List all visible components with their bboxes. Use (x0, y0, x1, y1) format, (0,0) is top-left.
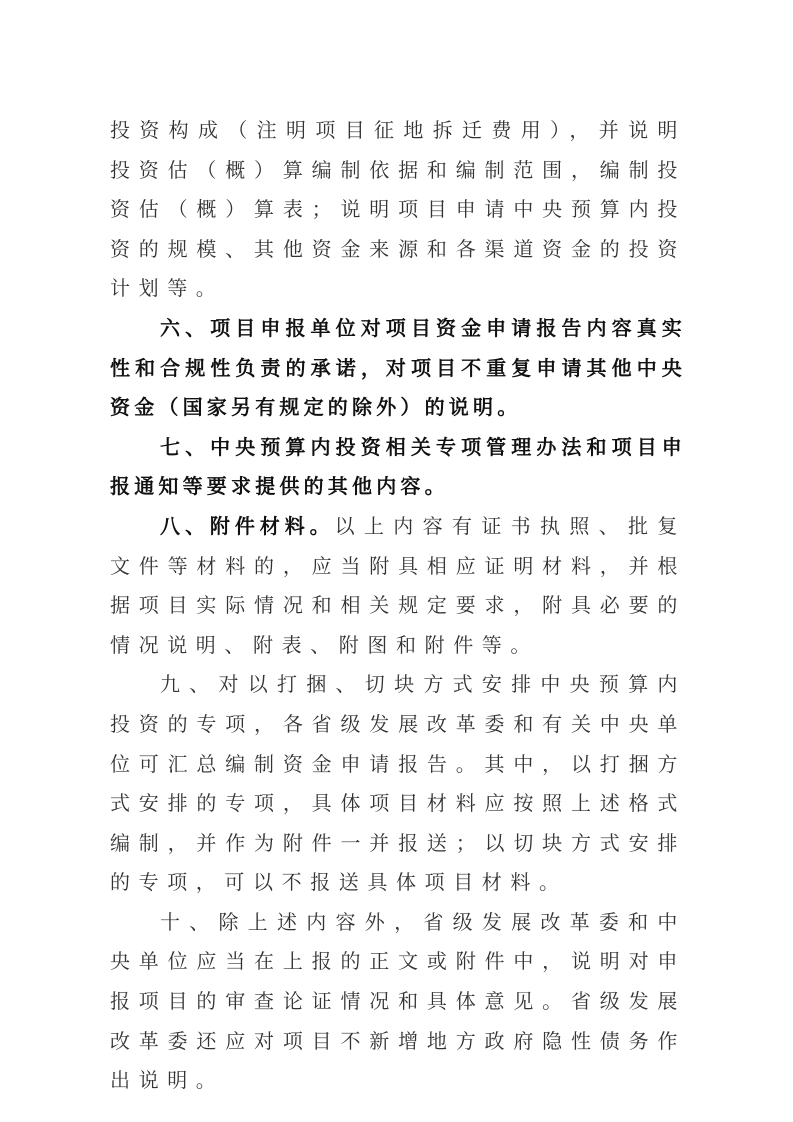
paragraph-item-10: 十、除上述内容外，省级发展改革委和中央单位应当在上报的正文或附件中，说明对申报项目的审查论证情况和具体意见。省级发展改革委还应对项目不新增地方政府隐性债务作出说明。 (110, 909, 686, 1093)
paragraph-item-7: 七、中央预算内投资相关专项管理办法和项目申报通知等要求提供的其他内容。 (110, 434, 686, 499)
paragraph-item-8-heading: 八、附件材料。 (160, 513, 335, 538)
document-page (110, 111, 686, 1101)
paragraph-item-8-body: 以上内容有证书执照、批复文件等材料的，应当附具相应证明材料，并根据项目实际情况和相关规定要求，附具必要的情况说明、附表、附图和附件等。 (110, 513, 686, 657)
paragraph-investment-composition: 投资构成（注明项目征地拆迁费用），并说明投资估（概）算编制依据和编制范围，编制投资估（概）算表；说明项目申请中央预算内投资的规模、其他资金来源和各渠道资金的投资计划等。 (110, 118, 686, 301)
paragraph-item-8 (110, 507, 686, 665)
paragraph-item-6: 六、项目申报单位对项目资金申请报告内容真实性和合规性负责的承诺，对项目不重复申请其他中央资金（国家另有规定的除外）的说明。 (110, 315, 686, 420)
paragraph-item-9: 九、对以打捆、切块方式安排中央预算内投资的专项，各省级发展改革委和有关中央单位可汇总编制资金申请报告。其中，以打捆方式安排的专项，具体项目材料应按照上述格式编制，并作为附件一并报送；以切块方式安排的专项，可以不报送具体项目材料。 (110, 672, 686, 895)
